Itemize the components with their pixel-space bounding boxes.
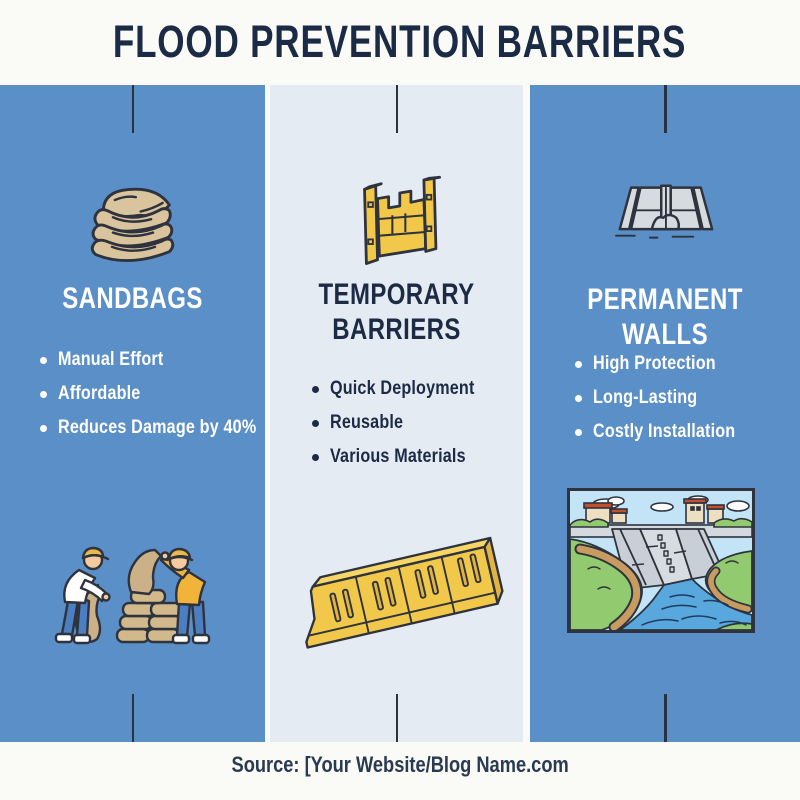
divider-tick (396, 694, 399, 742)
modular-flood-barrier-icon (270, 167, 523, 276)
bullet-dot (575, 395, 582, 402)
bullet-dot (40, 357, 47, 364)
divider-tick (132, 694, 135, 742)
workers-stacking-sandbags-illustration (27, 500, 237, 655)
bullet-dot (40, 391, 47, 398)
list-item: Affordable (40, 383, 291, 405)
footer (0, 752, 800, 778)
jersey-barrier-illustration (284, 510, 509, 665)
column-title-sandbags: SANDBAGS (62, 282, 203, 315)
source-line: Source: [Your Website/Blog Name.com (231, 752, 569, 777)
list-item: Manual Effort (40, 349, 291, 371)
sandbag-stack-icon (0, 179, 265, 272)
concrete-floodwall-icon (530, 182, 800, 253)
column-title-temporary-barriers: TEMPORARY BARRIERS (318, 278, 475, 346)
bullet-list (312, 378, 500, 480)
list-item: Reduces Damage by 40% (40, 417, 291, 439)
list-item: Costly Installation (575, 421, 760, 443)
bullet-dot (312, 386, 319, 393)
bullet-dot (575, 429, 582, 436)
list-item: Quick Deployment (312, 378, 500, 400)
column-temporary-barriers (270, 85, 523, 742)
bullet-dot (312, 454, 319, 461)
divider-tick (132, 85, 135, 133)
divider-tick (396, 85, 399, 133)
list-item: High Protection (575, 353, 760, 375)
column-sandbags (0, 85, 265, 742)
list-item: Reusable (312, 412, 500, 434)
list-item: Long-Lasting (575, 387, 760, 409)
dam-and-river-illustration (567, 488, 755, 633)
bullet-dot (40, 425, 47, 432)
divider-tick (664, 694, 667, 742)
header (0, 16, 800, 68)
page-title: FLOOD PREVENTION BARRIERS (113, 16, 687, 67)
bullet-dot (575, 361, 582, 368)
bullet-list (40, 349, 291, 451)
divider-tick (664, 85, 667, 133)
list-item: Various Materials (312, 446, 500, 468)
bullet-list (575, 353, 760, 455)
column-permanent-walls (530, 85, 800, 742)
bullet-dot (312, 420, 319, 427)
column-title-permanent-walls: PERMANENT WALLS (587, 283, 743, 351)
